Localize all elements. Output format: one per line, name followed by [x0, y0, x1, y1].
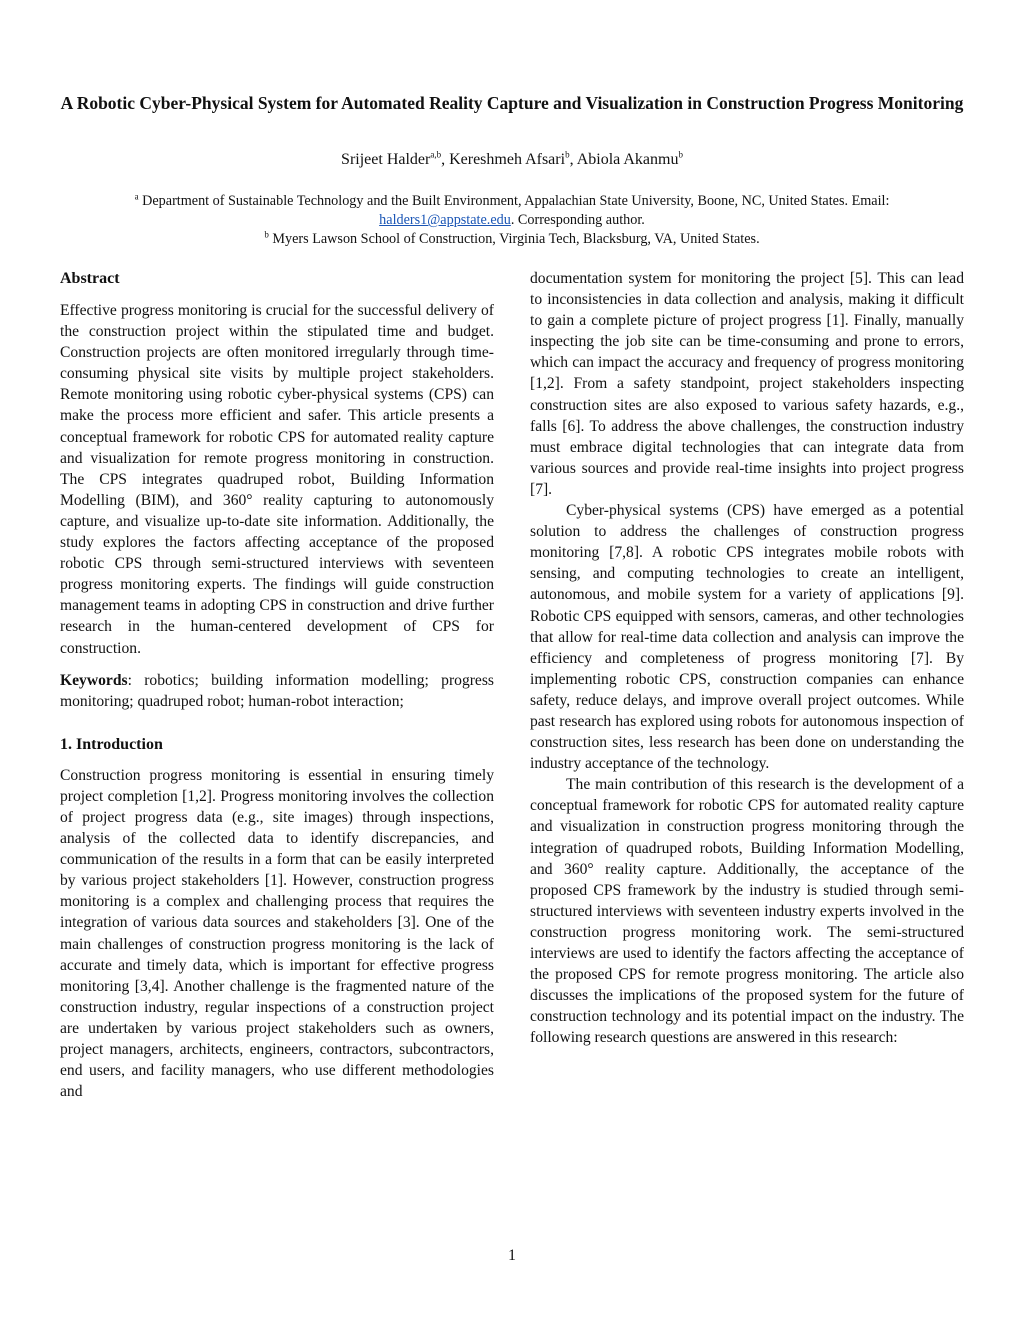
left-column: [60, 268, 494, 1102]
abstract-heading: Abstract: [60, 270, 120, 287]
author-affil-sup: b: [678, 149, 683, 160]
affiliation-a-text: Department of Sustainable Technology and the Built Environment, Appalachian State University, Boone, NC, United States. Email:: [138, 193, 890, 209]
page-number: 1: [508, 1247, 516, 1264]
intro-paragraph-2: Cyber-physical systems (CPS) have emerged as a potential solution to address the challenges of construction progress monitoring [7,8]. A robotic CPS integrates mobile robots with sensing, and computing technologies to create an intelligent, autonomous, and mobile system for a variety of applications [9]. Robotic CPS equipped with sensors, cameras, and other technologies that allow for real-time data collection and analysis can improve the efficiency and completeness of progress monitoring [7]. By implementing robotic CPS, construction companies can enhance safety, reduce delays, and improve overall project outcomes. While past research has explored using robots for autonomous inspection of construction sites, less research has been done on understanding the industry acceptance of the technology.: [530, 502, 964, 773]
affiliation-b-sup: b: [264, 229, 269, 240]
keywords-label: Keywords: [60, 671, 128, 689]
affiliation-a-sup: a: [134, 191, 139, 202]
author-name: Abiola Akanmu: [576, 151, 679, 168]
affiliations: [80, 192, 944, 249]
author-separator: ,: [441, 151, 450, 168]
keywords: [60, 670, 494, 712]
intro-paragraph-1: Construction progress monitoring is essential in ensuring timely project completion [1,2]. Progress monitoring involves the collection of project progress data (e.g., site images) through inspections, analysis of the collected data to identify discrepancies, and communication of the results in a form that can be easily interpreted by various project stakeholders [1]. However, construction progress monitoring is a complex and challenging process that requires the integration of various data sources and stakeholders [3]. One of the main challenges of construction progress monitoring is the lack of accurate and timely data, which is important for effective progress monitoring [3,4]. Another challenge is the fragmented nature of the construction industry, regular inspections of a construction project are undertaken by various project stakeholders such as owners, project managers, architects, engineers, contractors, subcontractors, end users, and facility managers, who use different methodologies and: [60, 766, 494, 1101]
paper-title: A Robotic Cyber-Physical System for Automated Reality Capture and Visualization in Construction Progress Monitoring: [60, 93, 964, 113]
intro-paragraph-3: The main contribution of this research is the development of a conceptual framework for robotic CPS for automated reality capture and visualization in construction progress monitoring through the integration of quadruped robots, Building Information Modelling, and 360° reality capture. Additionally, the acceptance of the proposed CPS framework by the industry is studied through semi-structured interviews with seventeen industry experts involved in the construction progress monitoring work. The semi-structured interviews are used to identify the factors affecting the acceptance of the proposed CPS for remote progress monitoring. The article also discusses the implications of the proposed system for the future of construction technology and its potential impact on the industry. The following research questions are answered in this research:: [530, 776, 964, 1047]
abstract-body: Effective progress monitoring is crucial for the successful delivery of the construction project within the stipulated time and budget. Construction projects are often monitored irregularly through time-consuming physical site visits by multiple project stakeholders. Remote monitoring using robotic cyber-physical systems (CPS) can make the process more efficient and safer. This article presents a conceptual framework for robotic CPS for automated reality capture and visualization for remote progress monitoring in construction. The CPS integrates quadruped robot, Building Information Modelling (BIM), and 360° reality capturing to autonomously capture, and visualize up-to-date site information. Additionally, the study explores the factors affecting acceptance of the proposed robotic CPS through semi-structured interviews with seventeen progress monitoring experts. The findings will guide construction management teams in adopting CPS in construction and drive further research in the human-centered development of CPS for construction.: [60, 302, 494, 657]
author-separator: ,: [569, 151, 577, 168]
intro-paragraph-1-continued: documentation system for monitoring the project [5]. This can lead to inconsistencies in data collection and analysis, making it difficult to gain a complete picture of project progress [1]. Finally, manually inspecting the job site can be time-consuming and prone to errors, which can impact the accuracy and frequency of progress monitoring [1,2]. From a safety standpoint, project stakeholders inspecting construction sites are also exposed to various safety hazards, e.g., falls [6]. To address the above challenges, the construction industry must embrace digital technologies that can integrate data from various sources and provide real-time insights into project progress [7].: [530, 270, 964, 498]
corresponding-email-link[interactable]: halders1@appstate.edu: [379, 212, 511, 228]
affiliation-a: [80, 192, 944, 230]
author-affil-sup: a,b: [430, 149, 442, 160]
author-affil-sup: b: [565, 149, 570, 160]
author-name: Kereshmeh Afsari: [449, 151, 566, 168]
affiliation-b-text: Myers Lawson School of Construction, Virginia Tech, Blacksburg, VA, United States.: [268, 231, 760, 247]
author-name: Srijeet Halder: [341, 151, 431, 168]
introduction-heading: 1. Introduction: [60, 735, 163, 753]
affiliation-b: [80, 230, 944, 249]
keywords-text: : robotics; building information modelling; progress monitoring; quadruped robot; human-robot interaction;: [60, 671, 494, 710]
author-list: [60, 150, 964, 170]
affiliation-a-tail: . Corresponding author.: [510, 212, 645, 228]
right-column: [530, 268, 964, 1048]
